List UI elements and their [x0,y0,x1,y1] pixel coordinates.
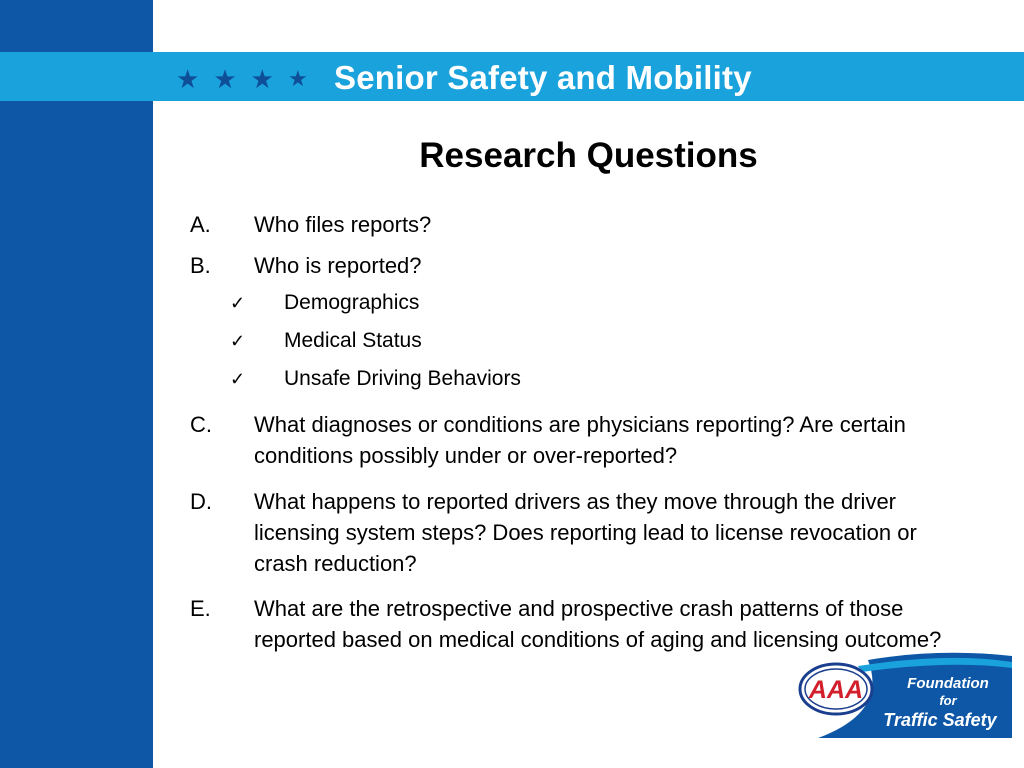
star-icon: ★ [176,64,200,94]
star-icon: ★ [213,64,237,94]
slide-title [153,136,1024,176]
item-marker: A. [190,212,211,237]
aaa-foundation-logo [798,652,1012,738]
item-marker: D. [190,489,212,514]
item-text: What happens to reported drivers as they move through the driver licensing system steps? Does reporting lead to license revocation or crash reduction? [254,489,917,576]
star-icon: ★ [287,66,308,91]
sub-item-text: Medical Status [284,329,422,352]
item-marker: C. [190,412,212,437]
item-marker: B. [190,253,211,278]
banner-title: Senior Safety and Mobility [334,59,752,96]
item-marker: E. [190,596,211,621]
banner-stars [176,60,308,98]
checkmark-icon: ✓ [230,331,246,351]
item-text: Who files reports? [254,212,432,237]
logo-line-foundation: Foundation [907,675,989,692]
left-sidebar-bar [0,0,153,768]
checkmark-icon: ✓ [230,369,246,389]
logo-line-traffic-safety: Traffic Safety [883,710,997,730]
star-icon: ★ [250,64,274,94]
item-text: What diagnoses or conditions are physicians reporting? Are certain conditions possibly under or over-reported? [254,412,906,468]
sub-item-text: Demographics [284,291,420,314]
aaa-letters: AAA [808,676,864,704]
item-text: What are the retrospective and prospective crash patterns of those reported based on medical conditions of aging and licensing outcome? [254,596,942,652]
item-text: Who is reported? [254,253,422,278]
logo-line-for: for [939,693,957,708]
slide-title-text: Research Questions [419,136,758,175]
sub-item-text: Unsafe Driving Behaviors [284,367,521,390]
checkmark-icon: ✓ [230,293,246,313]
